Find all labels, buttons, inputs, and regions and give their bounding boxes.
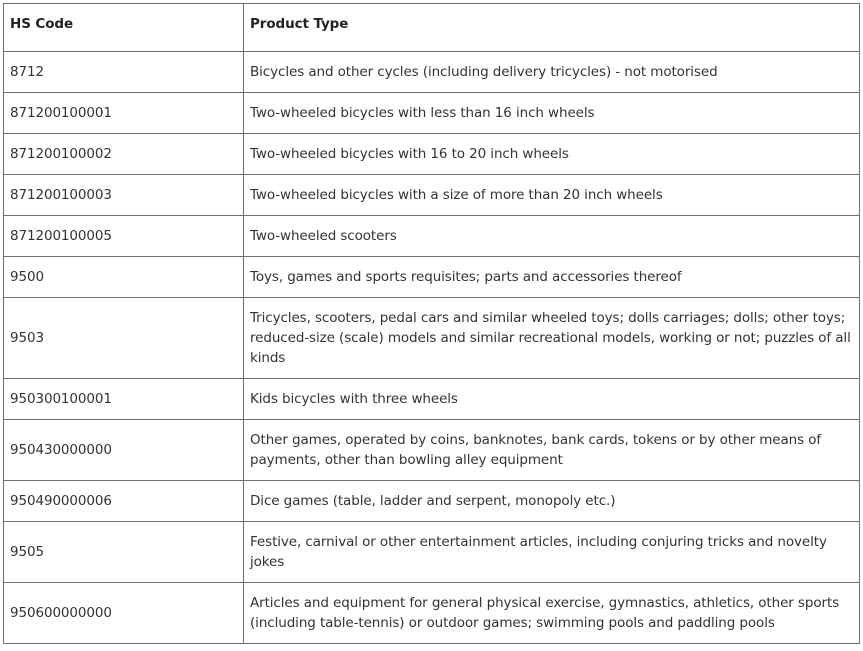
table-row (4, 379, 860, 420)
product-type-cell: Two-wheeled bicycles with less than 16 inch wheels (244, 93, 860, 134)
hs-code-cell: 8712 (4, 52, 244, 93)
hs-code-cell: 9505 (4, 522, 244, 583)
table-row (4, 52, 860, 93)
product-type-cell: Kids bicycles with three wheels (244, 379, 860, 420)
table-row (4, 175, 860, 216)
table-row (4, 420, 860, 481)
hs-code-cell: 871200100005 (4, 216, 244, 257)
hs-code-cell: 871200100001 (4, 93, 244, 134)
product-type-cell: Other games, operated by coins, banknotes, bank cards, tokens or by other means of payments, other than bowling alley equipment (244, 420, 860, 481)
hs-code-cell: 9503 (4, 298, 244, 379)
product-type-cell: Tricycles, scooters, pedal cars and similar wheeled toys; dolls carriages; dolls; other toys; reduced-size (scale) models and similar recreational models, working or not; puzzles of all kinds (244, 298, 860, 379)
hs-code-cell: 9500 (4, 257, 244, 298)
table-row (4, 298, 860, 379)
table-row (4, 522, 860, 583)
hs-code-cell: 950490000006 (4, 481, 244, 522)
hs-code-cell: 950430000000 (4, 420, 244, 481)
table-row (4, 134, 860, 175)
hs-code-cell: 950600000000 (4, 583, 244, 644)
hs-code-cell: 871200100002 (4, 134, 244, 175)
table-row (4, 583, 860, 644)
header-product-type: Product Type (244, 4, 860, 52)
product-type-cell: Articles and equipment for general physical exercise, gymnastics, athletics, other sports (including table-tennis) or outdoor games; swimming pools and paddling pools (244, 583, 860, 644)
product-type-cell: Festive, carnival or other entertainment articles, including conjuring tricks and novelty jokes (244, 522, 860, 583)
table-row (4, 216, 860, 257)
hs-code-cell: 950300100001 (4, 379, 244, 420)
product-type-cell: Dice games (table, ladder and serpent, monopoly etc.) (244, 481, 860, 522)
table-row (4, 93, 860, 134)
header-hs-code: HS Code (4, 4, 244, 52)
hs-code-cell: 871200100003 (4, 175, 244, 216)
table-row (4, 257, 860, 298)
product-type-cell: Two-wheeled bicycles with 16 to 20 inch wheels (244, 134, 860, 175)
product-type-cell: Two-wheeled bicycles with a size of more than 20 inch wheels (244, 175, 860, 216)
product-type-cell: Bicycles and other cycles (including delivery tricycles) - not motorised (244, 52, 860, 93)
product-type-cell: Toys, games and sports requisites; parts and accessories thereof (244, 257, 860, 298)
product-type-cell: Two-wheeled scooters (244, 216, 860, 257)
hs-code-table (3, 3, 860, 644)
table-header-row (4, 4, 860, 52)
table-row (4, 481, 860, 522)
